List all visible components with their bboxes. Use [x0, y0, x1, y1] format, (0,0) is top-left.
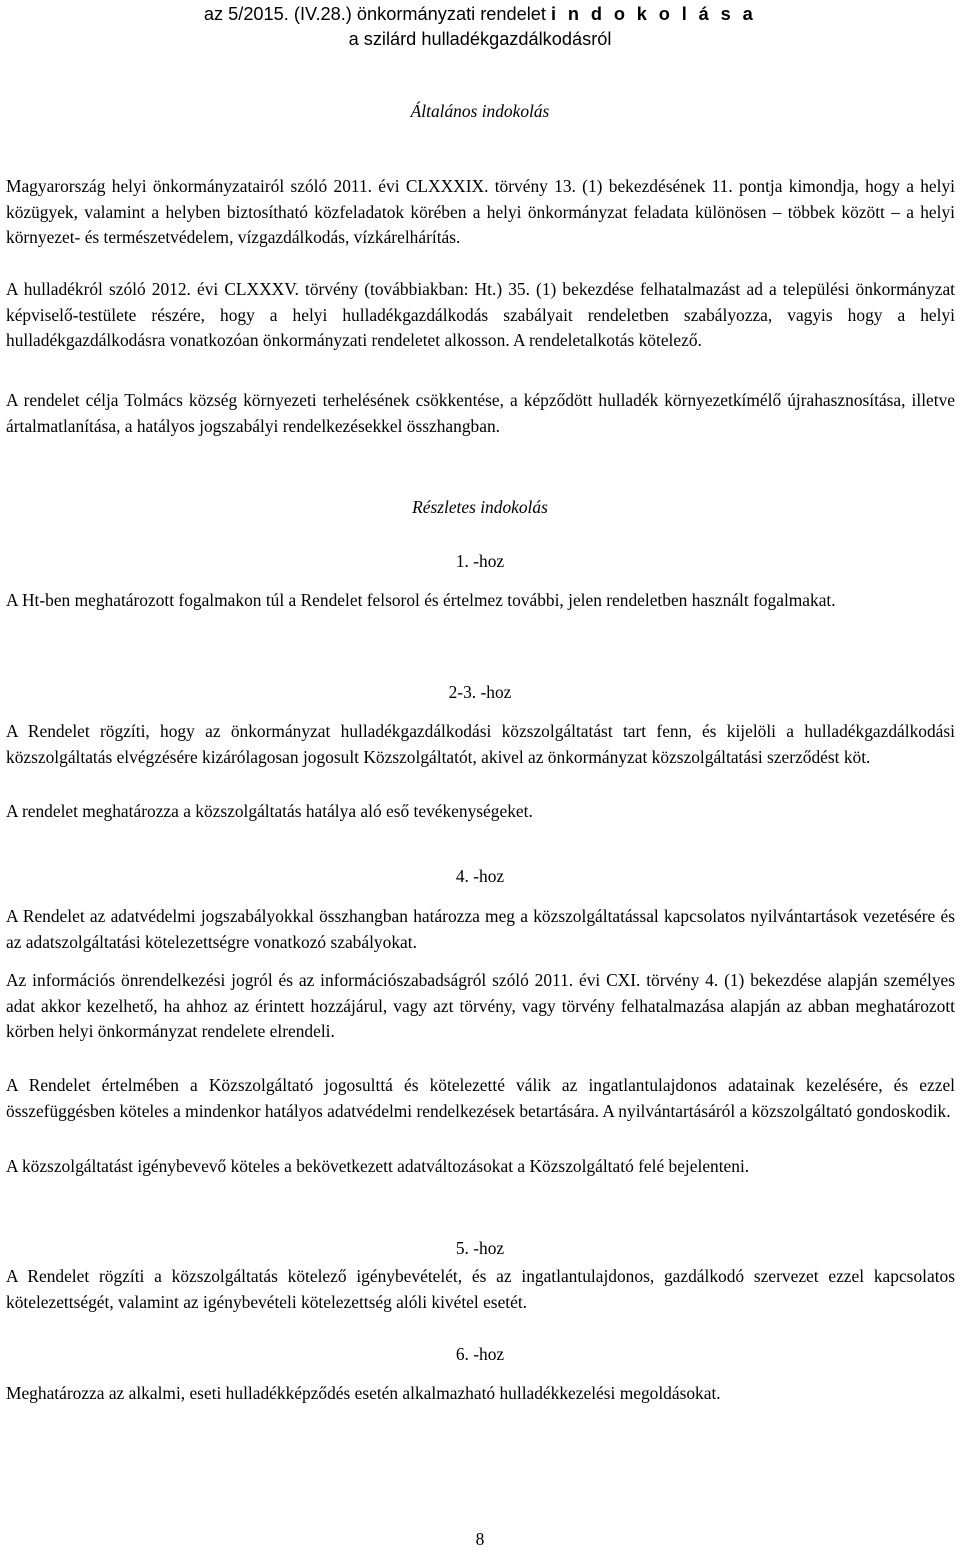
detailed-section-title: Részletes indokolás	[412, 497, 548, 517]
general-paragraph-2: A hulladékról szóló 2012. évi CLXXXV. törvény (továbbiakban: Ht.) 35. (1) bekezdése felhatalmazást ad a települési önkormányzat képviselő-testülete részére, hogy a helyi hulladékgazdálkodás szabályait rendeletben szabályozza, vagyis hogy a helyi hulladékgazdálkodásra vonatkozóan önkormányzati rendeletet alkosson. A rendeletalkotás kötelező.	[6, 279, 955, 351]
section-5-paragraph: A Rendelet rögzíti a közszolgáltatás kötelező igénybevételét, és az ingatlantulajdonos, gazdálkodó szervezet ezzel kapcsolatos kötelezettségét, valamint az igénybevételi kötelezettség alóli kivétel esetét.	[6, 1266, 955, 1312]
section-4-heading: 4. -hoz	[455, 866, 505, 886]
header-prefix: az 5/2015. (IV.28.) önkormányzati rendelet	[203, 4, 546, 24]
section-4-paragraph-1: A Rendelet az adatvédelmi jogszabályokkal összhangban határozza meg a közszolgáltatással kapcsolatos nyilvántartások vezetésére és az adatszolgáltatási kötelezettségre vonatkozó szabályokat.	[6, 906, 955, 952]
header-spaced-word: i n d o k o l á s a	[551, 4, 757, 24]
section-6-heading: 6. -hoz	[455, 1344, 505, 1364]
section-2-3-heading: 2-3. -hoz	[448, 682, 512, 702]
section-1-paragraph: A Ht-ben meghatározott fogalmakon túl a Rendelet felsorol és értelmez további, jelen rendeletben használt fogalmakat.	[6, 590, 836, 610]
section-5-heading: 5. -hoz	[455, 1238, 505, 1258]
general-section-title: Általános indokolás	[410, 101, 550, 121]
document-header-line2: a szilárd hulladékgazdálkodásról	[348, 29, 612, 49]
general-paragraph-3: A rendelet célja Tolmács község környezeti terhelésének csökkentése, a képződött hulladék környezetkímélő újrahasznosítása, illetve ártalmatlanítása, a hatályos jogszabályi rendelkezésekkel összhangban.	[6, 390, 955, 436]
document-header-line1	[0, 2, 960, 28]
general-paragraph-1: Magyarország helyi önkormányzatairól szóló 2011. évi CLXXXIX. törvény 13. (1) bekezdésének 11. pontja kimondja, hogy a helyi közügyek, valamint a helyben biztosítható közfeladatok körében a helyi önkormányzat feladata különösen – többek között – a helyi környezet- és természetvédelem, vízgazdálkodás, vízkárelhárítás.	[6, 176, 955, 248]
section-1-heading: 1. -hoz	[455, 551, 505, 571]
section-2-3-paragraph-1: A Rendelet rögzíti, hogy az önkormányzat hulladékgazdálkodási közszolgáltatást tart fenn, és kijelöli a hulladékgazdálkodási közszolgáltatás elvégzésére kizárólagosan jogosult Közszolgáltatót, akivel az önkormányzat közszolgáltatási szerződést köt.	[6, 721, 955, 767]
section-4-paragraph-4: A közszolgáltatást igénybevevő köteles a bekövetkezett adatváltozásokat a Közszolgáltató felé bejelenteni.	[6, 1156, 750, 1176]
section-6-paragraph: Meghatározza az alkalmi, eseti hulladékképződés esetén alkalmazható hulladékkezelési megoldásokat.	[6, 1383, 721, 1403]
section-4-paragraph-2: Az információs önrendelkezési jogról és az információszabadságról szóló 2011. évi CXI. törvény 4. (1) bekezdése alapján személyes adat akkor kezelhető, ha ahhoz az érintett hozzájárul, vagy azt törvény, vagy törvény felhatalmazása alapján az abban meghatározott körben helyi önkormányzat rendelete elrendeli.	[6, 970, 955, 1042]
section-4-paragraph-3: A Rendelet értelmében a Közszolgáltató jogosulttá és kötelezetté válik az ingatlantulajdonos adatainak kezelésére, és ezzel összefüggésben köteles a mindenkor hatályos adatvédelmi rendelkezések betartására. A nyilvántartásáról a közszolgáltató gondoskodik.	[6, 1075, 955, 1121]
section-2-3-paragraph-2: A rendelet meghatározza a közszolgáltatás hatálya aló eső tevékenységeket.	[6, 801, 533, 821]
page-number: 8	[475, 1529, 485, 1549]
